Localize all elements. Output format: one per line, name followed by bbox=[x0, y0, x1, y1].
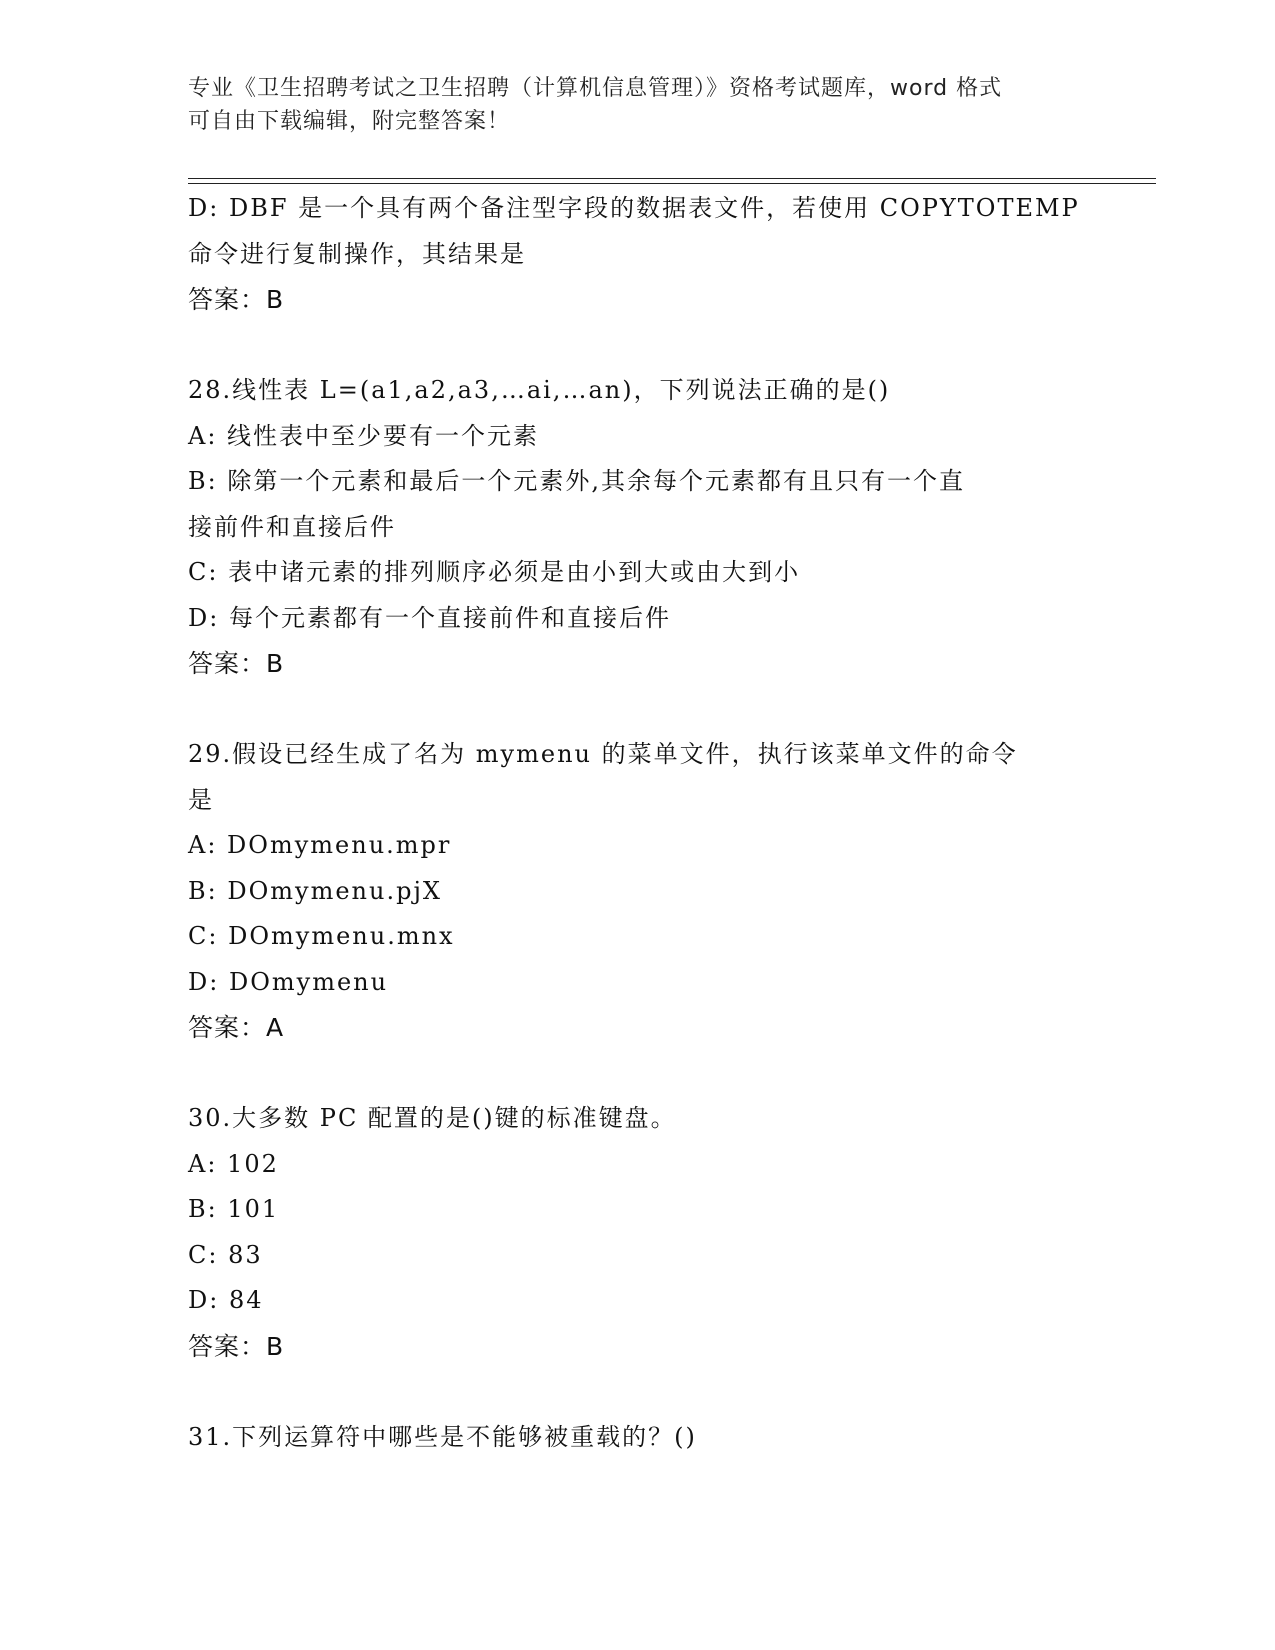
header-rule-bottom bbox=[188, 183, 1156, 184]
question-stem: 31.下列运算符中哪些是不能够被重载的？() bbox=[188, 1422, 697, 1451]
option-d-line-1: D: DBF 是一个具有两个备注型字段的数据表文件，若使用 COPYTOTEMP bbox=[188, 194, 1080, 222]
question-block-prev bbox=[188, 186, 1088, 323]
option-b: B: DOmymenu.pjX bbox=[188, 876, 442, 905]
question-block-28 bbox=[188, 368, 1088, 687]
option-a: A: 线性表中至少要有一个元素 bbox=[188, 421, 540, 450]
block-spacer bbox=[188, 687, 1088, 733]
option-b-line-2: 接前件和直接后件 bbox=[188, 512, 396, 541]
answer-label: 答案：B bbox=[188, 1331, 285, 1361]
block-spacer bbox=[188, 323, 1088, 369]
header-line-2: 可自由下载编辑，附完整答案！ bbox=[188, 109, 511, 134]
option-d-line-2: 命令进行复制操作，其结果是 bbox=[188, 239, 526, 268]
option-c: C: DOmymenu.mnx bbox=[188, 922, 455, 950]
option-a: A: 102 bbox=[188, 1149, 279, 1178]
question-stem-line-1: 29.假设已经生成了名为 mymenu 的菜单文件，执行该菜单文件的命令 bbox=[188, 740, 1018, 768]
question-block-31 bbox=[188, 1415, 1088, 1461]
question-stem: 30.大多数 PC 配置的是()键的标准键盘。 bbox=[188, 1104, 677, 1132]
question-block-30 bbox=[188, 1096, 1088, 1369]
option-d: D: 每个元素都有一个直接前件和直接后件 bbox=[188, 603, 671, 632]
question-stem-line-2: 是 bbox=[188, 785, 214, 814]
header-rule-top bbox=[188, 178, 1156, 179]
option-b: B: 101 bbox=[188, 1195, 280, 1223]
question-stem: 28.线性表 L=(a1,a2,a3,…ai,…an)，下列说法正确的是() bbox=[188, 376, 891, 404]
header-line-1: 专业《卫生招聘考试之卫生招聘（计算机信息管理）》资格考试题库，word 格式 bbox=[188, 76, 1003, 101]
option-c: C: 表中诸元素的排列顺序必须是由小到大或由大到小 bbox=[188, 558, 801, 586]
block-spacer bbox=[188, 1369, 1088, 1415]
page-header bbox=[188, 72, 1088, 138]
question-block-29 bbox=[188, 732, 1088, 1051]
question-content bbox=[188, 186, 1088, 1460]
answer-label: 答案：B bbox=[188, 285, 285, 314]
block-spacer bbox=[188, 1051, 1088, 1097]
option-a: A: DOmymenu.mpr bbox=[188, 831, 452, 859]
answer-label: 答案：B bbox=[188, 649, 285, 678]
option-d: D: DOmymenu bbox=[188, 967, 389, 996]
option-b-line-1: B: 除第一个元素和最后一个元素外,其余每个元素都有且只有一个直 bbox=[188, 467, 965, 495]
answer-label: 答案：A bbox=[188, 1013, 285, 1042]
option-d: D: 84 bbox=[188, 1286, 264, 1314]
option-c: C: 83 bbox=[188, 1240, 263, 1269]
